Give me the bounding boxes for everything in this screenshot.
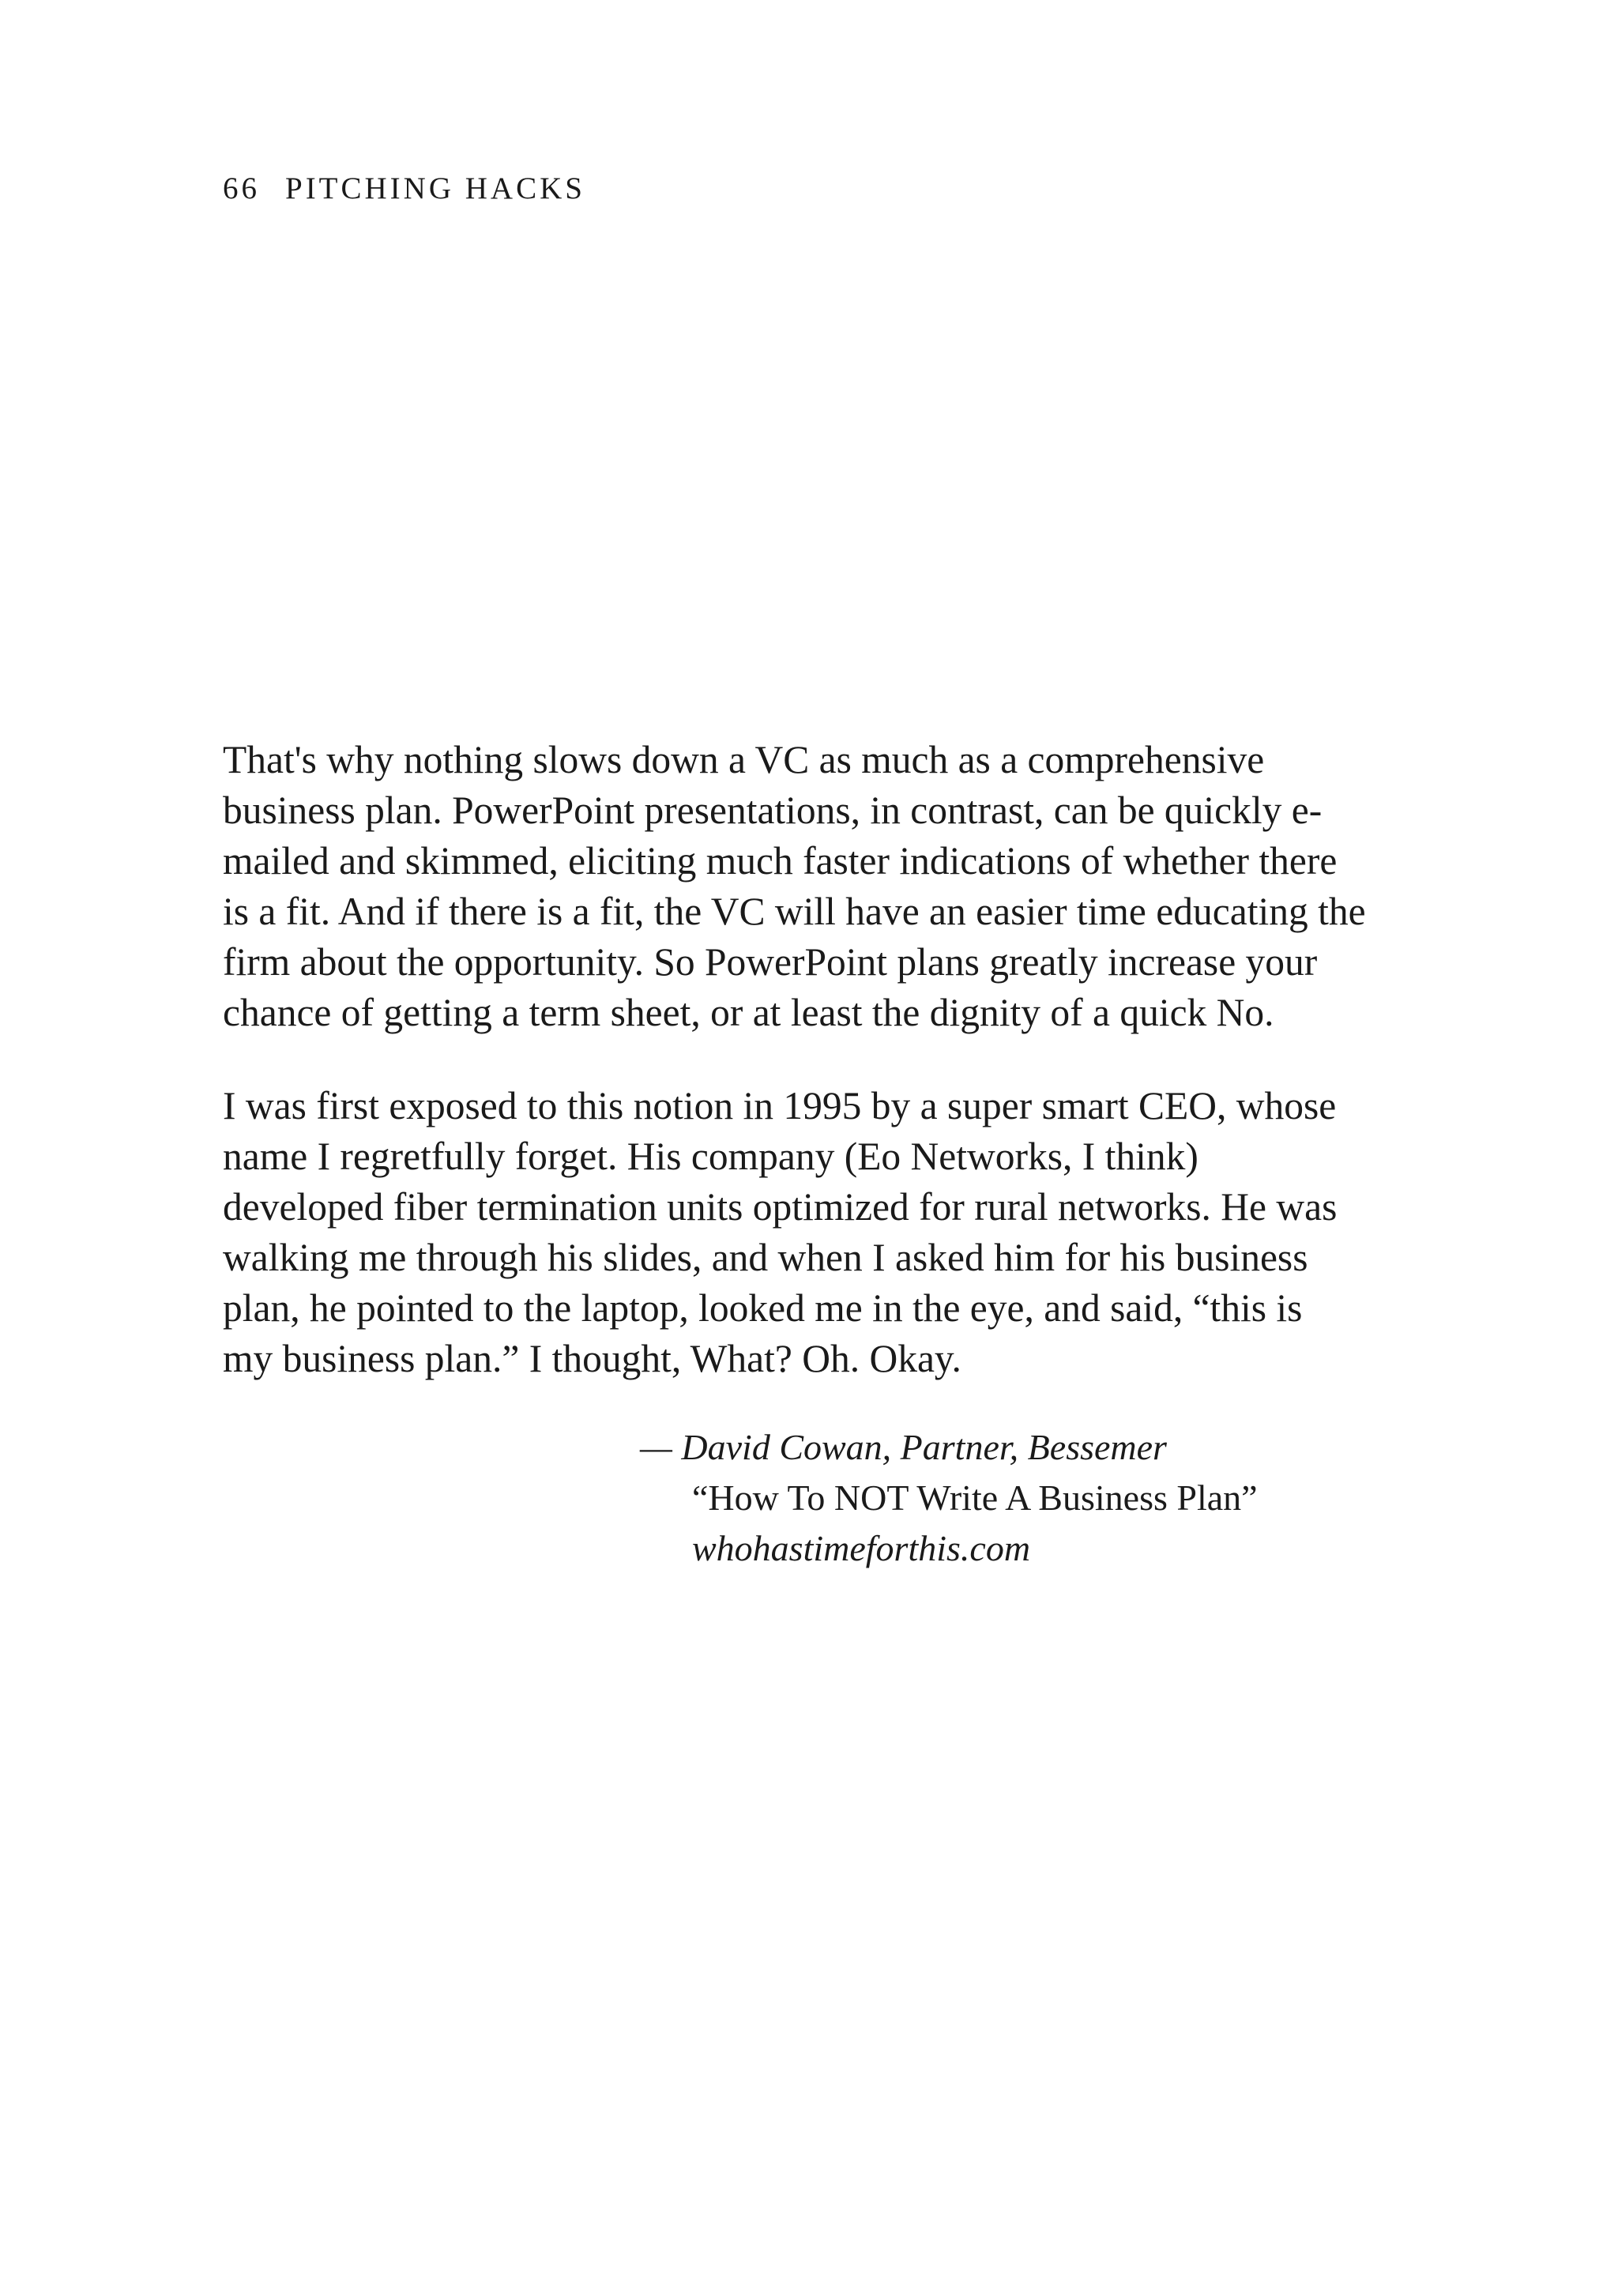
attribution-title: “How To NOT Write A Business Plan”: [692, 1477, 1258, 1518]
paragraph: That's why nothing slows down a VC as much as a comprehensive business plan. PowerPoint presentations, in contrast, can be quickly e- mailed and skimmed, eliciting much faster indications of whether there is a fit. And if there is a fit, the VC will have an easier time educating the firm about the opportunity. So PowerPoint plans greatly increase your chance of getting a term sheet, or at least the dignity of a quick No.: [223, 738, 1366, 1034]
running-head: [223, 167, 585, 210]
paragraph: I was first exposed to this notion in 1995 by a super smart CEO, whose name I regretfully forget. His company (Eo Networks, I think) developed fiber termination units optimized for rural networks. He was walking me through his slides, and when I asked him for his business plan, he pointed to the laptop, looked me in the eye, and said, “this is my business plan.” I thought, What? Oh. Okay.: [223, 1084, 1338, 1380]
body-text: [223, 735, 1408, 1427]
attribution: [640, 1422, 1258, 1574]
running-title: PITCHING HACKS: [285, 171, 585, 205]
page-number: 66: [223, 171, 260, 205]
attribution-source: whohastimeforthis.com: [692, 1528, 1031, 1568]
attribution-author: — David Cowan, Partner, Bessemer: [640, 1427, 1167, 1467]
